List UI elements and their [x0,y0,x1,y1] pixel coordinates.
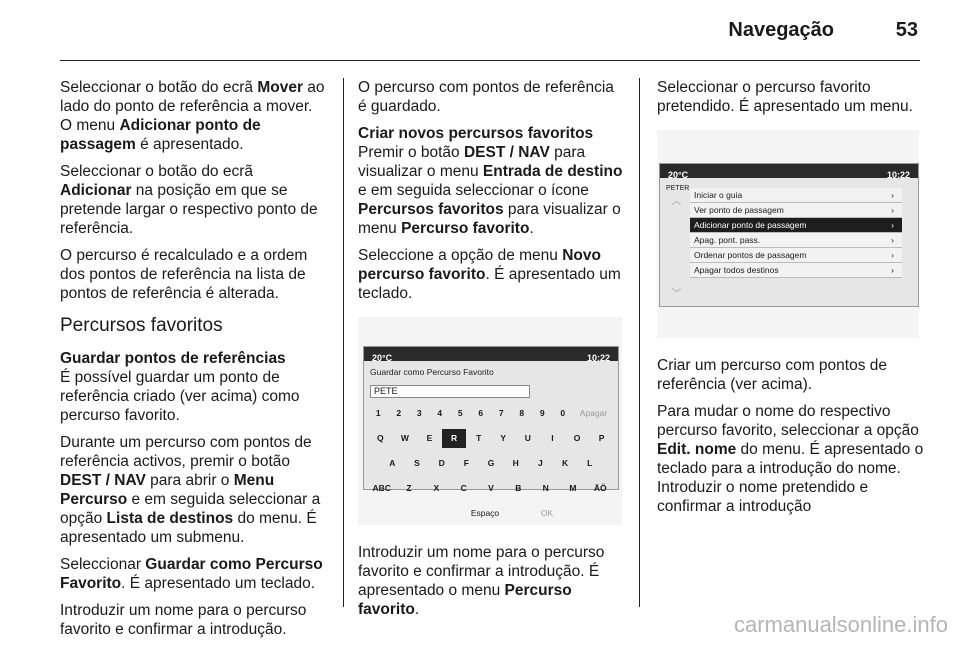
temperature: 20°C [372,353,393,363]
clock: 10:22 [886,170,910,180]
page-title: Navegação [728,19,834,41]
paragraph: O percurso é recalculado e a ordem dos pontos de referência na lista de pontos de referência é alterada. [60,247,308,302]
key-row-digits [368,404,614,423]
status-bar [660,164,918,178]
key[interactable]: ABC [372,483,391,493]
key-row-asdf [380,454,602,473]
paragraph: Seleccionar o botão do ecrã Adicionar na posição em que se pretende largar o respectivo ponto de referência. [60,163,318,237]
key[interactable]: W [400,433,409,443]
menu-item[interactable]: Ver ponto de passagem › [690,203,902,218]
key[interactable]: 0 [560,408,566,418]
paragraph: Guardar pontos de referências É possível guardar um ponto de referência criado (ver acima) como percurso favorito. [60,349,328,425]
chevron-right-icon: › [891,265,894,275]
key[interactable]: Y [500,433,507,443]
subheading: Guardar pontos de referências [60,350,286,367]
subheading: Criar novos percursos favoritos [358,125,594,142]
key[interactable]: O [573,433,581,443]
key[interactable]: U [524,433,531,443]
key[interactable]: 7 [498,408,504,418]
paragraph: Introduzir um nome para o percurso favorito e confirmar a introdução. [60,602,307,638]
chevron-right-icon: › [891,250,894,260]
key[interactable]: A [389,458,396,468]
menu-screenshot [657,130,919,338]
column-2 [358,78,626,627]
temperature: 20°C [668,170,689,180]
key[interactable]: V [488,483,494,493]
key[interactable]: C [460,483,467,493]
delete-key[interactable]: Apagar [579,408,608,418]
paragraph: Seleccionar o percurso favorito pretendido. É apresentado um menu. [657,79,913,115]
key-row-qwerty [368,429,614,448]
menu-item[interactable]: Apag. pont. pass. › [690,233,902,248]
keyboard-title: Guardar como Percurso Favorito [370,367,494,377]
scroll-down-icon[interactable]: ﹀ [672,288,682,298]
paragraph: Criar um percurso com pontos de referência (ver acima). [657,357,888,393]
key[interactable]: 2 [396,408,402,418]
key[interactable]: 8 [519,408,525,418]
key[interactable]: X [433,483,440,493]
key[interactable]: 1 [375,408,381,418]
menu-item-selected[interactable]: Adicionar ponto de passagem › [690,218,902,233]
key[interactable]: L [587,458,593,468]
chevron-right-icon: › [891,220,894,230]
chevron-right-icon: › [891,205,894,215]
watermark: carmanualsonline.info [733,612,948,637]
menu-display [659,163,919,307]
key[interactable]: ÄÖ [593,483,607,493]
paragraph: O percurso com pontos de referência é guardado. [358,79,614,115]
key[interactable]: 5 [457,408,463,418]
key[interactable]: H [512,458,519,468]
chevron-right-icon: › [891,235,894,245]
key[interactable]: Q [376,433,384,443]
key[interactable]: G [487,458,495,468]
key[interactable]: 9 [539,408,545,418]
key[interactable]: N [542,483,549,493]
key[interactable]: K [561,458,569,468]
menu-item[interactable]: Iniciar o guia › [690,188,902,203]
keyboard-display [363,346,619,518]
status-bar [364,347,618,361]
paragraph: Criar novos percursos favoritos Premir o botão DEST / NAV para visualizar o menu Entrada de destino e em seguida seleccionar o ícone Percursos favoritos para visualizar o menu Percurso favorito. [358,124,626,238]
key-row-space [454,504,578,523]
keyboard-screenshot [358,317,622,525]
route-name: PETER [666,185,690,192]
key[interactable]: D [438,458,445,468]
ok-key[interactable]: OK [540,508,554,518]
key[interactable]: J [538,458,543,468]
key[interactable]: Z [406,483,412,493]
menu-item[interactable]: Apagar todos destinos › [690,263,902,278]
key[interactable]: S [414,458,420,468]
chevron-right-icon: › [891,190,894,200]
paragraph: Para mudar o nome do respectivo percurso favorito, seleccionar a opção Edit. nome do menu. É apresentado o teclado para a introdução do nome. Introduzir o nome pretendido e confirmar a introdução [657,403,924,515]
page-number: 53 [895,19,918,41]
paragraph: Seleccione a opção de menu Novo percurso favorito. É apresentado um teclado. [358,247,621,302]
key[interactable]: B [515,483,522,493]
paragraph: Seleccionar o botão do ecrã Mover ao lado do ponto de referência a mover. O menu Adicionar ponto de passagem é apresentado. [60,79,325,153]
section-heading: Percursos favoritos [60,315,223,336]
paragraph: Durante um percurso com pontos de referência activos, premir o botão DEST / NAV para abrir o Menu Percurso e em seguida seleccionar a opção Lista de destinos do menu. É apresentado um submenu. [60,434,321,546]
paragraph: Introduzir um nome para o percurso favorito e confirmar a introdução. É apresentado o menu Percurso favorito. [358,544,605,618]
key[interactable]: 6 [478,408,484,418]
scroll-up-icon[interactable]: ︿ [672,196,682,206]
key[interactable]: 4 [437,408,443,418]
key-selected[interactable]: R [442,429,467,448]
column-divider [639,78,640,607]
key[interactable]: 3 [416,408,422,418]
column-divider [343,78,344,607]
key[interactable]: P [598,433,605,443]
key-row-zxcv [368,479,614,498]
header-rule [60,60,920,61]
name-input[interactable]: PETE [370,385,530,398]
column-1 [60,78,328,647]
key[interactable]: F [463,458,469,468]
key[interactable]: E [426,433,433,443]
column-3 [657,78,925,524]
key[interactable]: M [569,483,577,493]
clock: 10:22 [586,353,610,363]
key[interactable]: I [551,433,554,443]
paragraph: Seleccionar Guardar como Percurso Favorito. É apresentado um teclado. [60,556,323,592]
space-key[interactable]: Espaço [470,508,500,518]
key[interactable]: T [476,433,482,443]
favorite-route-menu [690,188,902,278]
menu-item[interactable]: Ordenar pontos de passagem › [690,248,902,263]
